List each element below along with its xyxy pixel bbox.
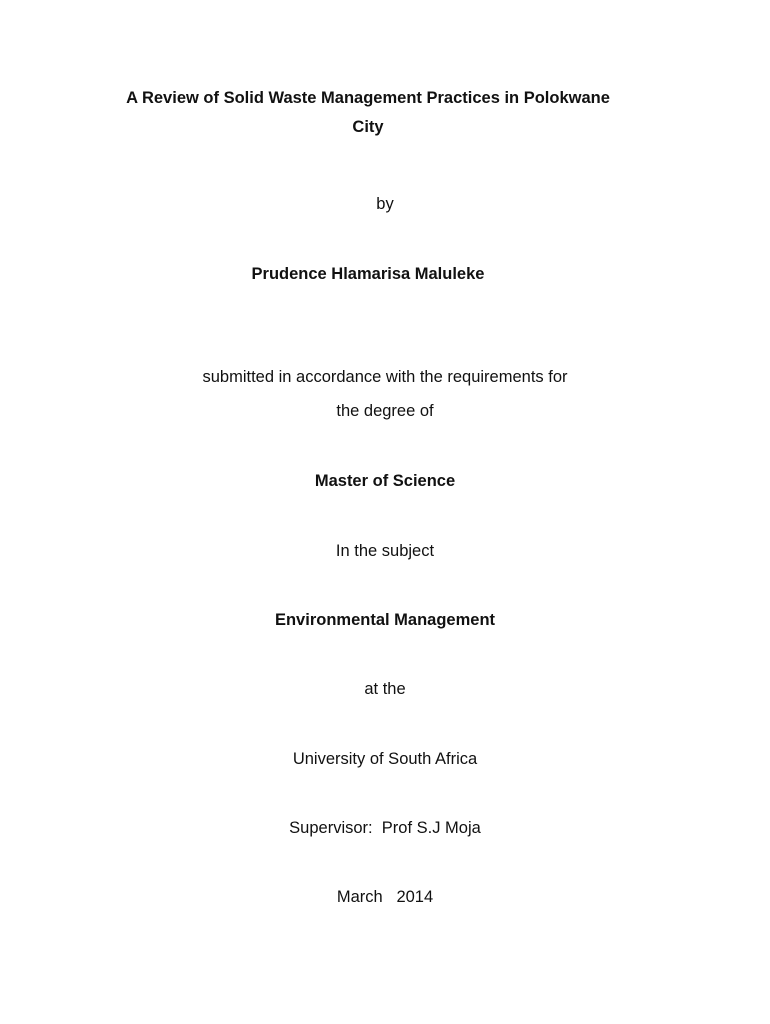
subject-name: Environmental Management <box>274 611 496 629</box>
submission-date: March 2014 <box>336 888 434 906</box>
degree-name: Master of Science <box>314 472 456 490</box>
thesis-title-line-1: A Review of Solid Waste Management Practices in Polokwane <box>126 89 610 107</box>
by-label: by <box>376 195 394 213</box>
university-name: University of South Africa <box>292 750 478 768</box>
subject-intro: In the subject <box>335 542 435 560</box>
at-the-label: at the <box>364 680 406 698</box>
submission-statement-line-1: submitted in accordance with the requirements for <box>202 368 568 386</box>
supervisor-line: Supervisor: Prof S.J Moja <box>289 819 481 837</box>
thesis-title-line-2: City <box>352 118 384 136</box>
submission-statement-line-2: the degree of <box>336 402 434 420</box>
author-name: Prudence Hlamarisa Maluleke <box>251 265 485 283</box>
